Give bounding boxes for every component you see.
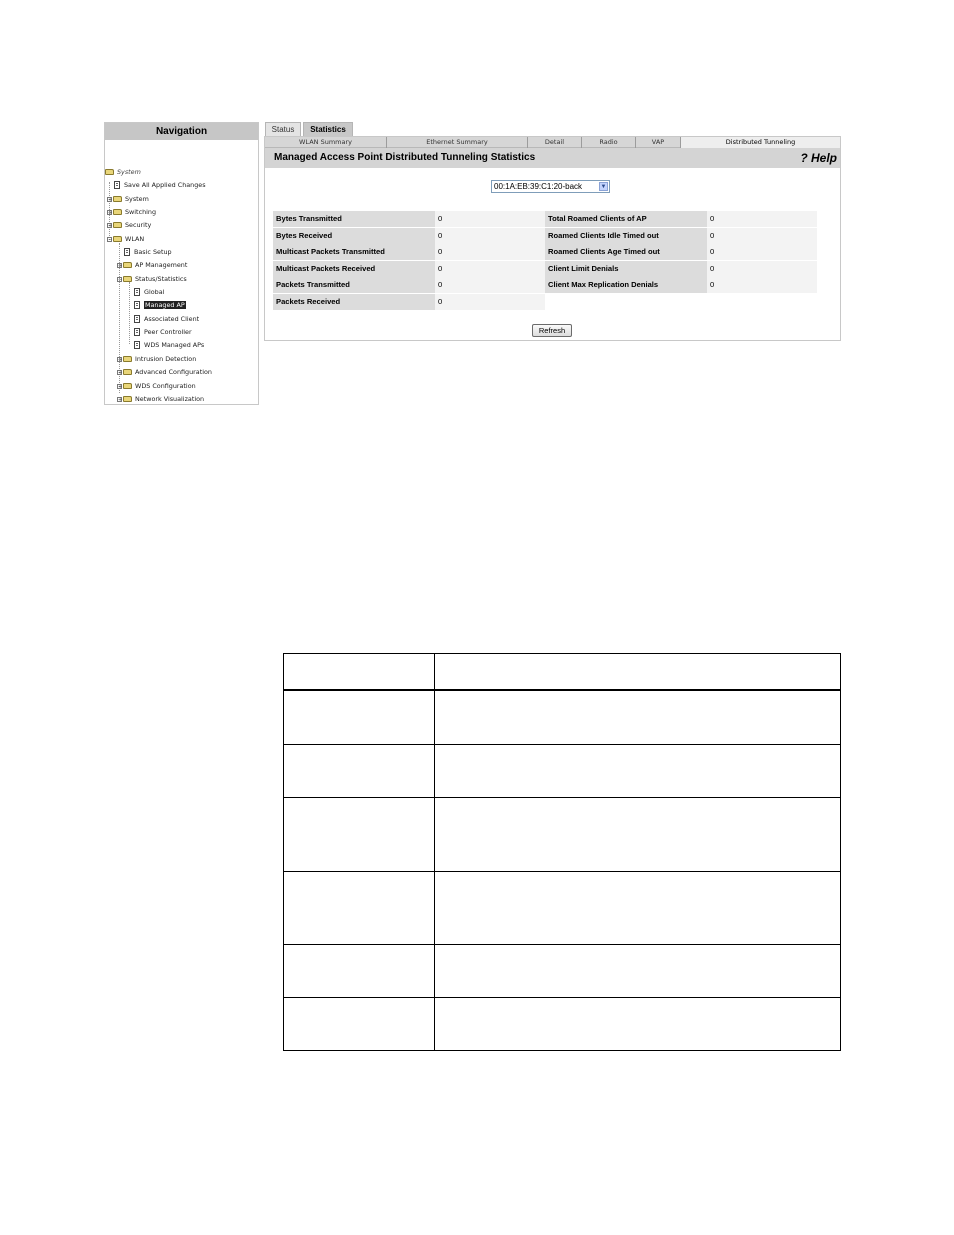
stat-value-bytes-received: 0 [435,228,545,244]
stat-label-multicast-packets-transmitted: Multicast Packets Transmitted [273,244,435,260]
tree-item-peer-controller[interactable]: Peer Controller [134,327,192,338]
plus-box-icon[interactable]: + [118,384,123,390]
minus-box-icon[interactable]: − [118,277,123,283]
tree-item-status-statistics[interactable]: − Status/Statistics [118,275,187,283]
tree-item-system[interactable]: + System [108,195,149,203]
tree-item-switching[interactable]: + Switching [108,208,157,216]
subtab-bar [265,137,840,148]
table-row [283,872,841,945]
subtab-radio[interactable]: Radio [582,137,636,148]
page-icon [134,301,140,309]
navigation-panel [104,122,259,405]
column-divider [434,798,435,871]
chevron-down-icon[interactable]: ▼ [600,184,607,190]
stat-value-client-max-replication-denials: 0 [707,277,817,293]
column-divider [434,745,435,797]
tree-item-intrusion-detection[interactable]: + Intrusion Detection [118,355,197,363]
description-table [283,653,841,1052]
plus-box-icon[interactable]: + [118,263,123,269]
minus-box-icon[interactable]: − [108,237,113,243]
plus-box-icon[interactable]: + [108,197,113,203]
plus-box-icon[interactable]: + [118,370,123,376]
managed-ap-select[interactable] [491,180,610,193]
tree-item-wds-configuration[interactable]: + WDS Configuration [118,382,196,390]
subtab-ethernet-summary[interactable]: Ethernet Summary [387,137,528,148]
table-header-row [283,653,841,690]
subtab-distributed-tunneling[interactable]: Distributed Tunneling [681,137,840,148]
stat-value-packets-received: 0 [435,294,545,310]
table-row [283,945,841,998]
page-icon [134,315,140,323]
tab-statistics[interactable]: Statistics [303,122,353,136]
help-link[interactable]: ? Help [800,151,837,165]
folder-icon [105,169,114,175]
folder-icon [113,209,122,215]
tree-item-associated-client[interactable]: Associated Client [134,314,199,325]
page-icon [134,341,140,349]
folder-icon [123,383,132,389]
stat-value-multicast-packets-received: 0 [435,261,545,277]
stat-value-client-limit-denials: 0 [707,261,817,277]
stat-value-roamed-clients-idle-timed-out: 0 [707,228,817,244]
tree-item-save-all-applied-changes[interactable]: Save All Applied Changes [114,180,206,191]
stat-label-client-max-replication-denials: Client Max Replication Denials [545,277,707,293]
plus-box-icon[interactable]: + [108,223,113,229]
column-divider [434,691,435,744]
stat-value-roamed-clients-age-timed-out: 0 [707,244,817,260]
stat-label-bytes-transmitted: Bytes Transmitted [273,211,435,227]
page-icon [114,181,120,189]
folder-icon [123,276,132,282]
column-divider [434,998,435,1050]
tree-item-managed-ap[interactable]: Managed AP [134,300,186,311]
tab-status[interactable]: Status [265,122,301,136]
stat-value-packets-transmitted: 0 [435,277,545,293]
plus-box-icon[interactable]: + [118,357,123,363]
stat-label-bytes-received: Bytes Received [273,228,435,244]
folder-icon [123,396,132,402]
folder-icon [123,369,132,375]
stat-label-packets-transmitted: Packets Transmitted [273,277,435,293]
tree-item-ap-management[interactable]: + AP Management [118,261,188,269]
stat-value-bytes-transmitted: 0 [435,211,545,227]
table-row [283,745,841,798]
page-icon [134,328,140,336]
folder-icon [113,222,122,228]
plus-box-icon[interactable]: + [108,210,113,216]
folder-icon [123,356,132,362]
table-row [283,998,841,1051]
page-title: Managed Access Point Distributed Tunneling Statistics [274,152,536,163]
folder-icon [113,196,122,202]
folder-icon [113,236,122,242]
navigation-title: Navigation [105,123,258,140]
tree-item-advanced-configuration[interactable]: + Advanced Configuration [118,368,212,376]
tree-item-wds-managed-aps[interactable]: WDS Managed APs [134,340,204,351]
title-bar [265,148,840,168]
subtab-detail[interactable]: Detail [528,137,582,148]
managed-ap-select-value: 00:1A:EB:39:C1:20-back [494,182,583,191]
tree-item-wlan[interactable]: − WLAN [108,235,145,243]
tree-item-basic-setup[interactable]: Basic Setup [124,247,172,258]
tree-item-global[interactable]: Global [134,287,164,298]
table-row [283,798,841,872]
stat-label-roamed-clients-idle-timed-out: Roamed Clients Idle Timed out [545,228,707,244]
column-divider [434,872,435,944]
page-icon [134,288,140,296]
table-row [283,690,841,745]
stat-label-multicast-packets-received: Multicast Packets Received [273,261,435,277]
column-divider [434,654,435,689]
statistics-panel [264,136,841,341]
stat-label-total-roamed-clients: Total Roamed Clients of AP [545,211,707,227]
subtab-wlan-summary[interactable]: WLAN Summary [265,137,387,148]
plus-box-icon[interactable]: + [118,397,123,403]
stat-label-client-limit-denials: Client Limit Denials [545,261,707,277]
stat-label-packets-received: Packets Received [273,294,435,310]
refresh-button[interactable]: Refresh [532,324,572,337]
stat-label-roamed-clients-age-timed-out: Roamed Clients Age Timed out [545,244,707,260]
column-divider [434,945,435,997]
tree-guide [129,282,130,344]
subtab-vap[interactable]: VAP [636,137,681,148]
tree-item-network-visualization[interactable]: + Network Visualization [118,395,205,403]
tree-item-system-root[interactable]: System [105,167,141,178]
folder-icon [123,262,132,268]
stat-value-total-roamed-clients: 0 [707,211,817,227]
page-icon [124,248,130,256]
stat-value-multicast-packets-transmitted: 0 [435,244,545,260]
tree-item-security[interactable]: + Security [108,221,152,229]
